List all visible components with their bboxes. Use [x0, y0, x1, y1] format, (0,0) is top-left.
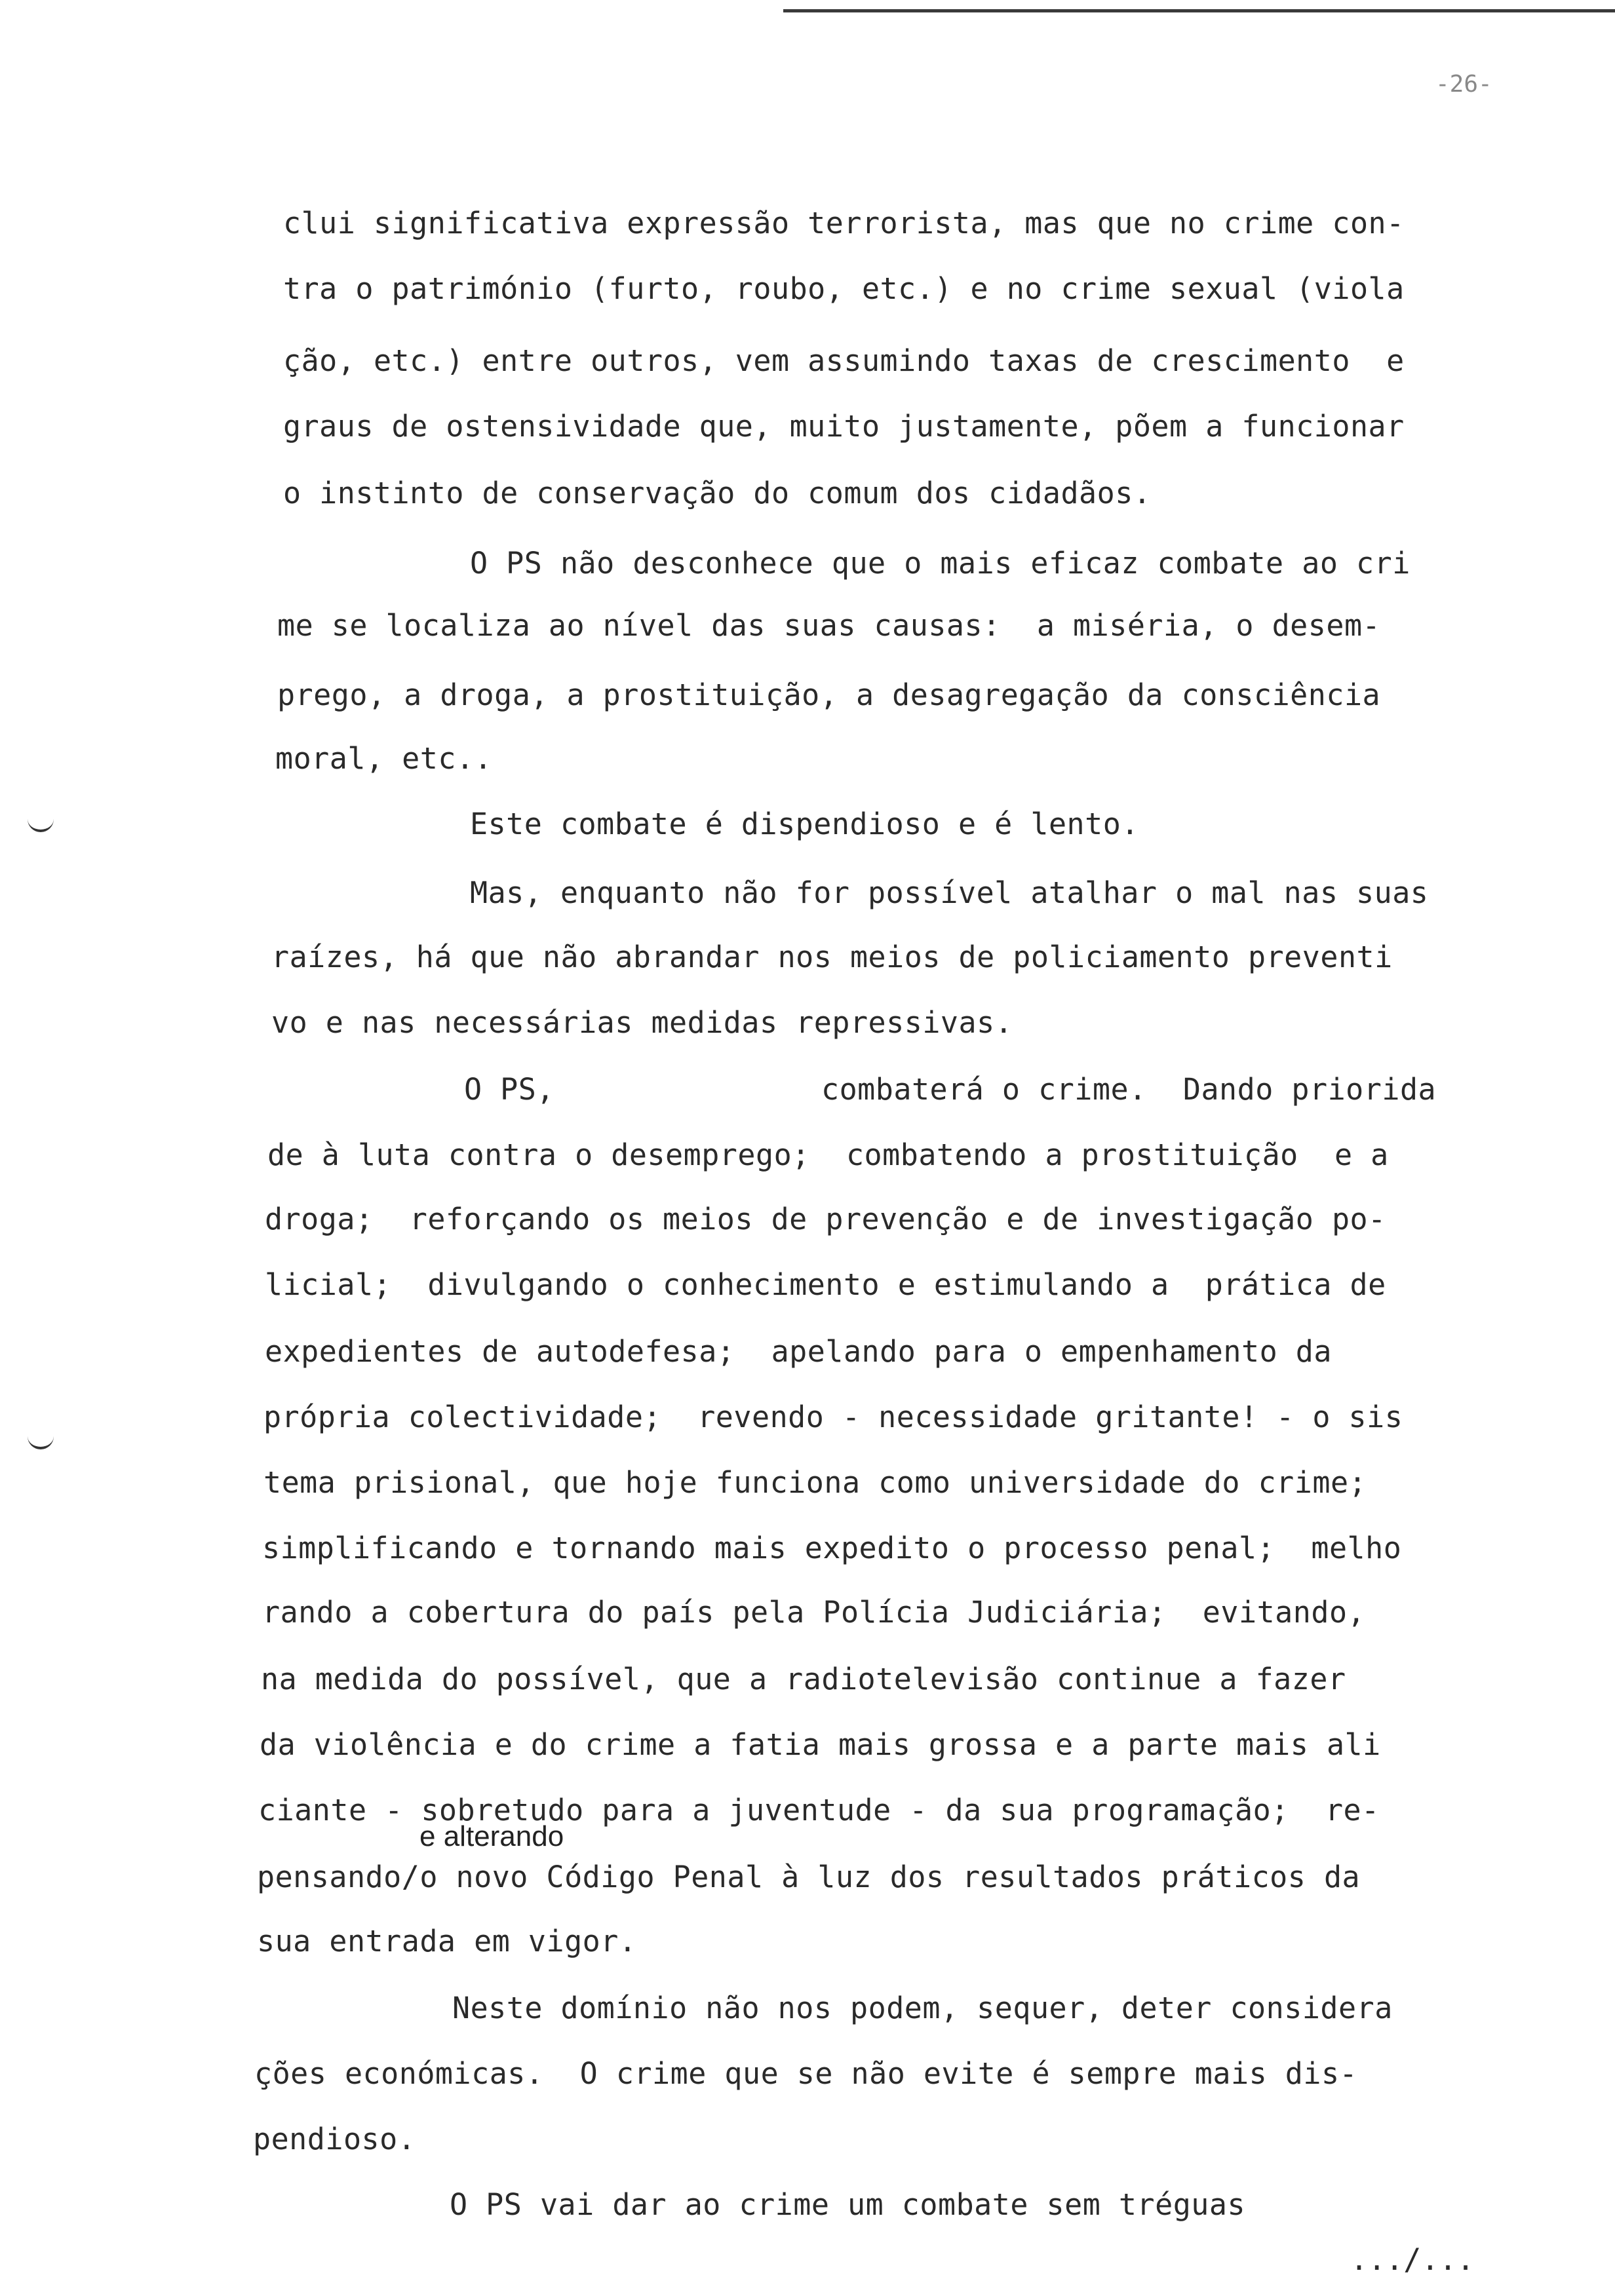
text-line: graus de ostensividade que, muito justamente, põem a funcionar — [283, 409, 1405, 444]
text-line: na medida do possível, que a radiotelevisão continue a fazer — [261, 1662, 1346, 1696]
text-line: O PS vai dar ao crime um combate sem tréguas — [450, 2187, 1246, 2222]
text-line: moral, etc.. — [275, 741, 493, 776]
top-rule — [783, 9, 1615, 12]
continuation-mark: .../... — [1350, 2242, 1475, 2277]
binder-hole-mark — [28, 818, 54, 832]
text-line: Neste domínio não nos podem, sequer, deter considera — [452, 1991, 1393, 2025]
text-line: pendioso. — [253, 2122, 416, 2156]
text-line: pensando/o novo Código Penal à luz dos resultados práticos da — [257, 1860, 1361, 1894]
text-line: prego, a droga, a prostituição, a desagregação da consciência — [277, 678, 1381, 712]
text-line: rando a cobertura do país pela Polícia Judiciária; evitando, — [262, 1595, 1366, 1630]
text-line: combaterá o crime. Dando priorida — [821, 1072, 1437, 1107]
text-line: clui significativa expressão terrorista, mas que no crime con- — [283, 206, 1405, 240]
binder-hole-mark — [28, 1435, 54, 1449]
page-number: -26- — [1435, 71, 1492, 98]
handwritten-insert: e alterando — [419, 1820, 564, 1852]
text-line: da violência e do crime a fatia mais grossa e a parte mais ali — [260, 1727, 1381, 1762]
text-line: me se localiza ao nível das suas causas: a miséria, o desem- — [277, 608, 1381, 643]
text-line: ção, etc.) entre outros, vem assumindo taxas de crescimento e — [283, 343, 1405, 378]
text-line: própria colectividade; revendo - necessidade gritante! - o sis — [263, 1400, 1403, 1434]
text-line: O PS, — [464, 1072, 555, 1107]
text-line: sua entrada em vigor. — [257, 1924, 637, 1959]
text-line: droga; reforçando os meios de prevenção e de investigação po- — [265, 1202, 1386, 1236]
text-line: licial; divulgando o conhecimento e estimulando a prática de — [265, 1267, 1386, 1302]
text-line: tema prisional, que hoje funciona como universidade do crime; — [263, 1465, 1367, 1500]
text-line: expedientes de autodefesa; apelando para o empenhamento da — [265, 1334, 1332, 1369]
text-line: de à luta contra o desemprego; combatendo a prostituição e a — [267, 1138, 1389, 1172]
text-line: ciante - sobretudo para a juventude - da sua programação; re- — [258, 1793, 1380, 1827]
text-line: o instinto de conservação do comum dos cidadãos. — [283, 476, 1152, 510]
text-line: vo e nas necessárias medidas repressivas. — [271, 1005, 1013, 1040]
text-line: Este combate é dispendioso e é lento. — [470, 807, 1139, 841]
text-line: ções económicas. O crime que se não evite é sempre mais dis- — [254, 2056, 1358, 2091]
text-line: tra o património (furto, roubo, etc.) e no crime sexual (viola — [283, 271, 1405, 306]
text-line: simplificando e tornando mais expedito o processo penal; melho — [262, 1531, 1402, 1565]
text-line: Mas, enquanto não for possível atalhar o mal nas suas — [470, 875, 1429, 910]
text-line: raízes, há que não abrandar nos meios de policiamento preventi — [271, 940, 1393, 974]
text-line: O PS não desconhece que o mais eficaz combate ao cri — [470, 546, 1411, 581]
